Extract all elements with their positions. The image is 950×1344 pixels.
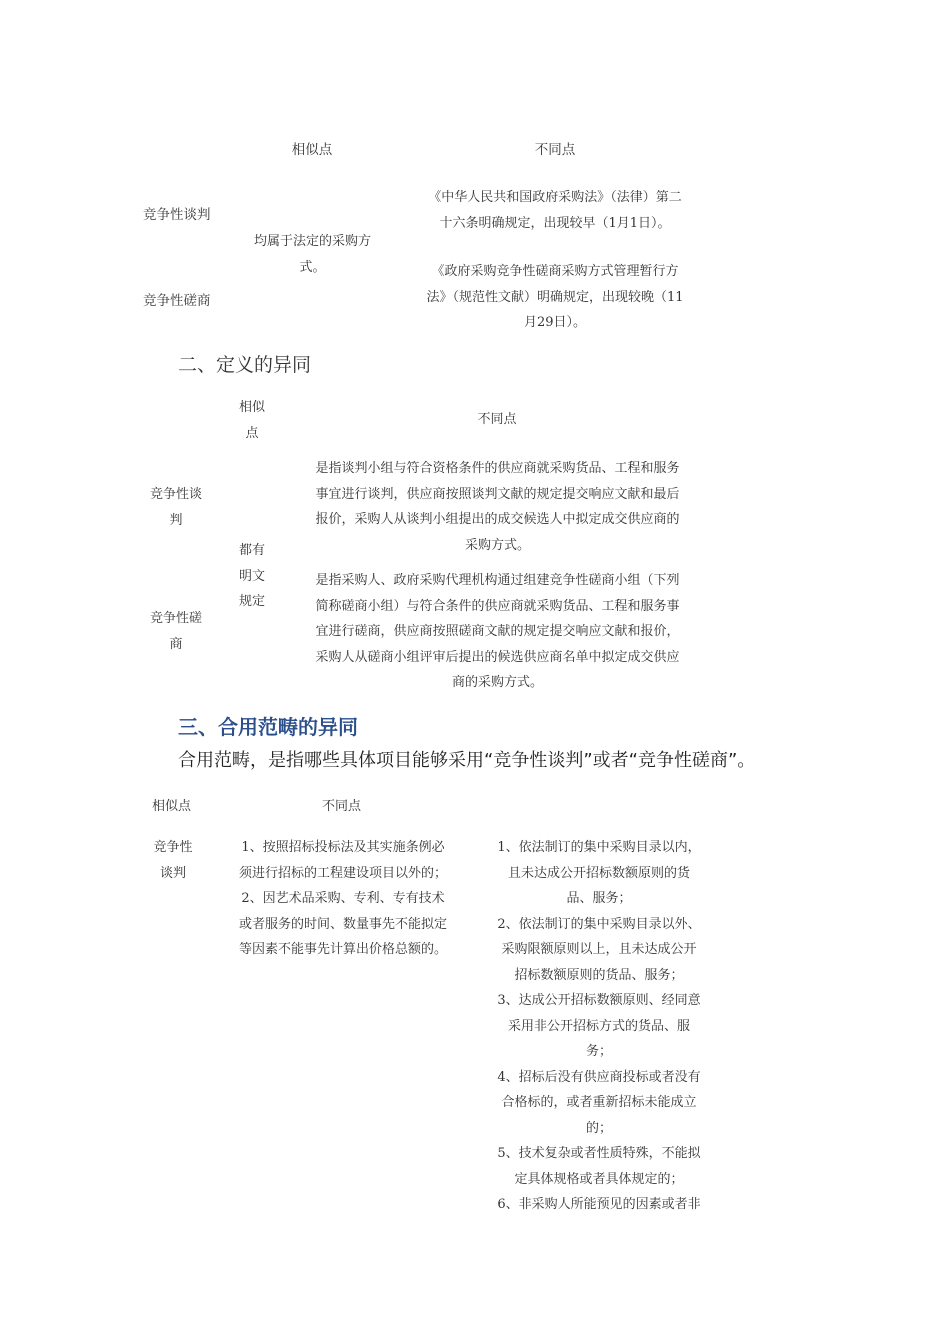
table2-row2-name: 竞争性磋 商: [149, 611, 202, 652]
section3-subtitle: 合用范畴，是指哪些具体项目能够采用“竞争性谈判”或者“竞争性磋商”。: [178, 750, 756, 771]
table1-row1-diff: 《中华人民共和国政府采购法》（法律）第二 十六条明确规定，出现较早（1月1日）。: [428, 190, 682, 231]
table3-row1-name: 竞争性 谈判: [153, 840, 193, 881]
table3-col3-cell: 1、依法制订的集中采购目录以内， 且未达成公开招标数额原则的货 品、服务； 2、依法制订的集中采购目录以外、 采购限额原则以上，且未达成公开 招标数额原则的货品、服务； 3、达成公开招标数额原则、经同意 采用非公开招标方式的货品、服 务； 4、招标后没有供应商投标或者没有 合格标的，或者重新招标未能成立 的； 5、技术复杂或者性质特殊，不能拟 定具体规格或者具体规定的； 6、非采购人所能预见的因素或者非: [497, 840, 701, 1212]
section2-heading: 二、定义的异同: [178, 354, 312, 376]
table1-header-similar: 相似点: [291, 142, 333, 158]
table2-row2-diff: 是指采购人、政府采购代理机构通过组建竞争性磋商小组（下列 简称磋商小组）与符合条件的供应商就采购货品、工程和服务事 宜进行磋商，供应商按照磋商文献的规定提交响应文献和报价， 采购人从磋商小组评审后提出的候选供应商名单中拟定成交供应 商的采购方式。: [315, 573, 680, 690]
table2-row1-name: 竞争性谈 判: [149, 487, 202, 528]
table2-header-similar: 相似 点: [238, 400, 265, 441]
table3-header-similar: 相似点: [152, 799, 192, 814]
table1-similar-cell: 均属于法定的采购方 式。: [253, 234, 371, 275]
table1-row2-name: 竞争性磋商: [143, 293, 211, 309]
table1-row1-name: 竞争性谈判: [143, 207, 211, 223]
section3-heading: 三、合用范畴的异同: [178, 715, 358, 739]
table1-header-different: 不同点: [534, 142, 576, 158]
table3-header-different: 不同点: [322, 799, 362, 814]
table1-row2-diff: 《政府采购竞争性磋商采购方式管理暂行方 法》（规范性文献）明确规定，出现较晚（11 月29日）。: [426, 264, 684, 330]
table2-similar-cell: 都有 明文 规定: [238, 543, 265, 609]
table3-col2-cell: 1、按照招标投标法及其实施条例必 须进行招标的工程建设项目以外的； 2、因艺术品采购、专利、专有技术 或者服务的时间、数量事先不能拟定 等因素不能事先计算出价格总额的。: [238, 840, 447, 957]
table2-row1-diff: 是指谈判小组与符合资格条件的供应商就采购货品、工程和服务 事宜进行谈判，供应商按照谈判文献的规定提交响应文献和最后 报价，采购人从谈判小组提出的成交候选人中拟定成交供应商的 采购方式。: [315, 461, 680, 553]
table2-header-different: 不同点: [477, 412, 517, 427]
